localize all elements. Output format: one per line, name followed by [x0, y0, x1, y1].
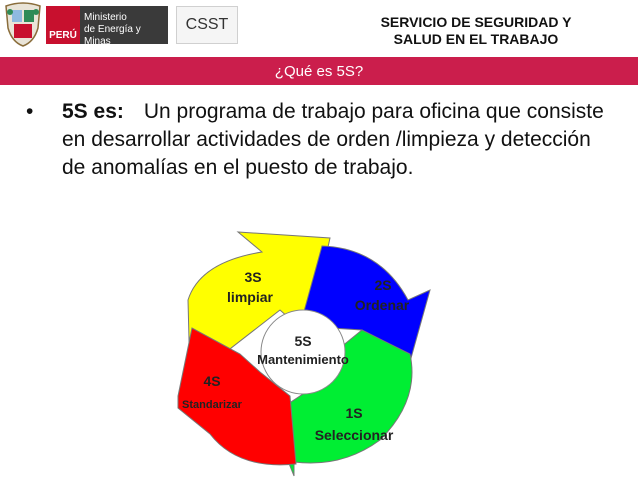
center-title: 5S	[294, 333, 312, 349]
slide-title: ¿Qué es 5S?	[274, 63, 364, 80]
peru-logo-label: PERÚ	[46, 6, 80, 44]
step-1s-number: 1S	[345, 405, 363, 421]
step-1s-label: Seleccionar	[314, 427, 394, 443]
bullet-marker: •	[26, 100, 34, 123]
ministry-logo-label: Ministerio de Energía y Minas	[80, 6, 168, 44]
bullet-lead: 5S es:	[62, 100, 124, 123]
step-4s-label: Standarizar	[182, 399, 242, 411]
step-3s-number: 3S	[244, 269, 262, 285]
service-title: SERVICIO DE SEGURIDAD Y SALUD EN EL TRABAJO	[380, 14, 572, 47]
bullet-body: Un programa de trabajo para oficina que consiste en desarrollar actividades de orden /limpieza y detección de anomalías en el puesto de trabajo.	[62, 100, 604, 179]
step-2s-label: Ordenar	[354, 297, 410, 313]
step-4s-number: 4S	[203, 373, 221, 389]
center-subtitle: Mantenimiento	[257, 352, 349, 367]
step-2s-number: 2S	[374, 277, 392, 293]
csst-logo-label: CSST	[176, 6, 238, 44]
step-3s-label: limpiar	[227, 289, 273, 305]
